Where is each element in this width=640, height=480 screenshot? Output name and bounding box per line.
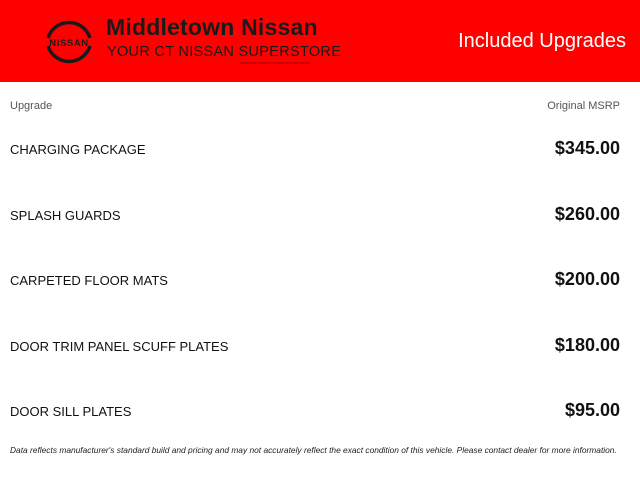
- upgrade-name: CHARGING PACKAGE: [10, 142, 146, 157]
- dealer-logo: [40, 12, 342, 70]
- upgrade-name: SPLASH GUARDS: [10, 207, 121, 223]
- upgrade-name: CARPETED FLOOR MATS: [10, 273, 168, 288]
- upgrades-list: [0, 116, 640, 444]
- upgrade-price: $260.00: [554, 203, 620, 224]
- column-header-msrp: Original MSRP: [547, 100, 620, 112]
- table-row: [0, 313, 640, 379]
- table-row: [0, 182, 640, 248]
- table-row: [0, 116, 640, 182]
- upgrade-price: $345.00: [554, 138, 620, 158]
- table-row: [0, 247, 640, 313]
- table-row: [0, 378, 640, 444]
- column-header-upgrade: Upgrade: [10, 100, 53, 112]
- disclaimer-text: Data reflects manufacturer's standard build and pricing and may not accurately reflect the exact condition of this vehicle. Please contact dealer for more information.: [10, 445, 617, 455]
- upgrade-name: DOOR TRIM PANEL SCUFF PLATES: [10, 338, 229, 354]
- nissan-badge-text: NISSAN: [49, 38, 89, 49]
- dealer-tagline: YOUR CT NISSAN SUPERSTORE: [107, 44, 342, 60]
- upgrade-price: $200.00: [554, 269, 620, 289]
- nissan-badge-icon: [40, 16, 98, 68]
- upgrade-price: $180.00: [554, 334, 620, 355]
- header-banner: [0, 0, 640, 82]
- upgrade-name: DOOR SILL PLATES: [10, 404, 132, 419]
- page-title: Included Upgrades: [458, 30, 626, 52]
- upgrade-price: $95.00: [564, 400, 620, 420]
- logo-underline: [240, 62, 310, 64]
- dealer-name: Middletown Nissan: [106, 14, 318, 40]
